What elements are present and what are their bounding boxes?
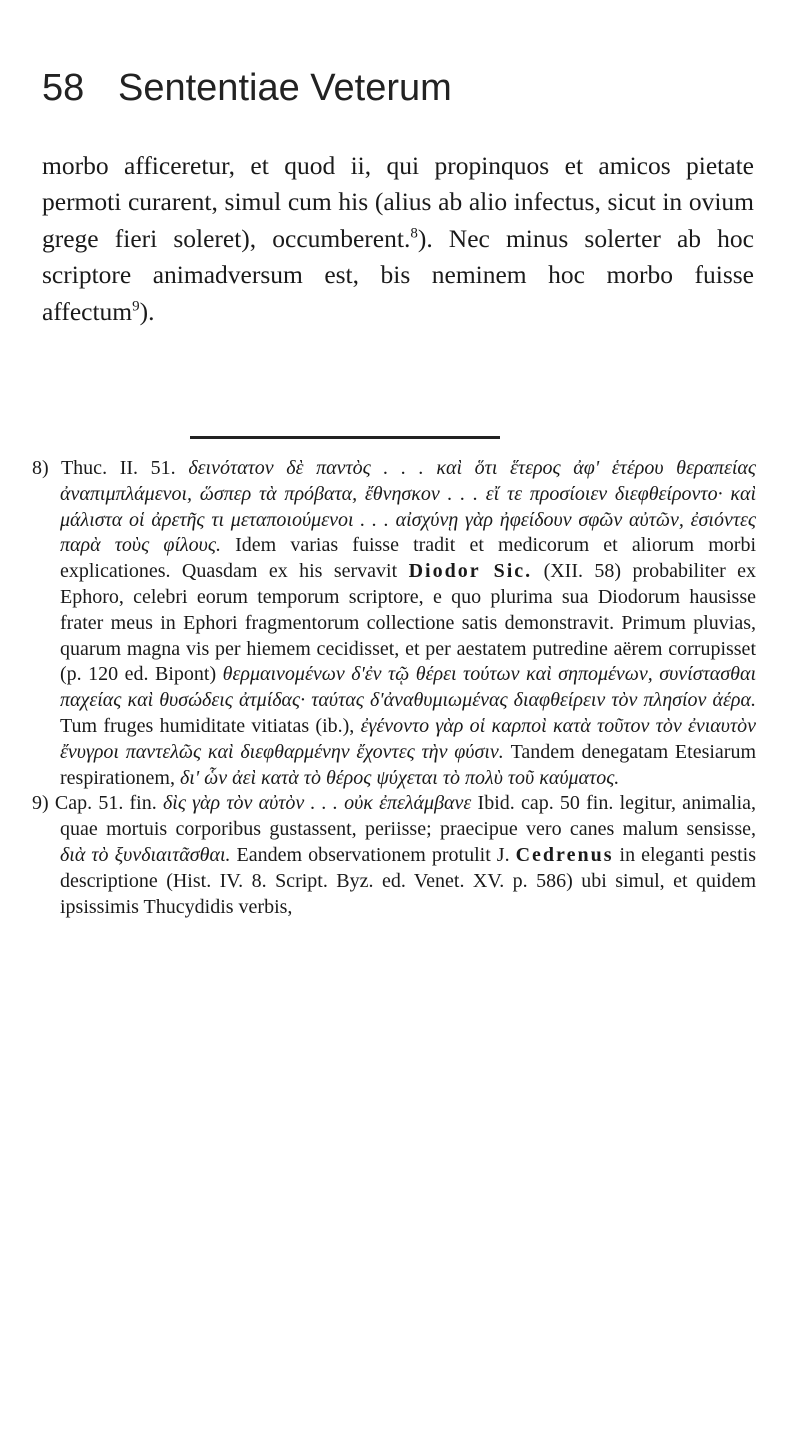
footnote-9-latin-1: Ibid. cap. 50 fin. legitur, animalia, quae mortuis corporibus gustassent, periisse; praecipue vero canes malum sensisse, [60, 792, 757, 841]
footnote-9-latin-2: Eandem observationem protulit J. [236, 843, 510, 866]
footnote-8-greek-3: ἐγένοντο γὰρ οἱ καρποὶ κατὰ τοῦτον τὸν ἐνιαυτὸν ἔνυγροι παντελῶς καὶ διεφθαρμένην ἔχοντες τὴν φύσιν. [60, 714, 756, 763]
footnote-9-greek-1: δὶς γὰρ τὸν αὐτὸν . . . οὐκ ἐπελάμβανε [162, 792, 472, 815]
footnote-8-latin-2: (XII. 58) probabiliter ex Ephoro, celebri eorum temporum scriptore, e quo plurima sua Diodorum hausisse frater meus in Ephori fragmentorum collectione satis demonstravit. Primum pluvias, quarum magna vis per hiemem cecidisset, et per aestatem putredine aërem corrupisset (p. 120 ed. Bipont) [60, 560, 757, 686]
footnote-8-latin-3: Tum fruges humiditate vitiatas (ib.), [60, 714, 355, 737]
main-text-part-2: ). Nec minus solerter ab hoc scriptore animadversum est, bis neminem hoc morbo fuisse affectum [42, 223, 754, 326]
footnote-8-latin-1: Idem varias fuisse tradit et medicorum et aliorum morbi explicationes. Quasdam ex his servavit [60, 534, 756, 583]
footnote-8-marker: 8) [32, 457, 49, 479]
footnote-9-greek-2: διὰ τὸ ξυνδιαιτᾶσθαι. [60, 843, 231, 866]
running-header [42, 58, 762, 118]
footnote-8-greek-4: δι' ὧν ἀεὶ κατὰ τὸ θέρος ψύχεται τὸ πολὺ τοῦ καύματος. [179, 766, 620, 789]
footnote-8 [32, 456, 756, 791]
footnote-ref-9[interactable]: 9 [132, 298, 140, 315]
main-text-part-1: morbo afficeretur, et quod ii, qui propinquos et amicos pietate permoti curarent, simul cum his (alius ab alio infectus, sicut in ovium grege fieri soleret), occumberent. [42, 151, 754, 253]
footnote-ref-8[interactable]: 8 [410, 225, 418, 242]
main-text [42, 148, 754, 330]
footnote-separator [190, 436, 500, 439]
footnote-9-latin-3: in eleganti pestis descriptione (Hist. IV. 8. Script. Byz. ed. Venet. XV. p. 586) ubi simul, et quidem ipsissimis Thucydidis verbis, [60, 843, 756, 918]
footnote-9-ref: Cap. 51. fin. [54, 792, 157, 815]
page-number: 58 [42, 67, 85, 109]
footnote-8-greek-2: θερμαινομένων δ'ἐν τῷ θέρει τούτων καὶ σηπομένων, συνίστασθαι παχείας καὶ θυσώδεις ἀτμίδας· ταύτας δ'ἀναθυμιωμένας διαφθείρειν τὸν πλησίον ἀέρα. [60, 663, 757, 712]
running-title: Sententiae Veterum [118, 67, 452, 109]
footnote-8-greek-1: δεινότατον δὲ παντὸς . . . καὶ ὅτι ἕτερος ἀφ' ἑτέρου θεραπείας ἀναπιμπλάμενοι, ὥσπερ τὰ πρόβατα, ἔθνησκον . . . εἴ τε προσίοιεν διεφθείροντο· καὶ μάλιστα οἱ ἀρετῆς τι μεταποιούμενοι . . . αἰσχύνῃ γὰρ ἠφείδουν σφῶν αὐτῶν, ἐσιόντες παρὰ τοὺς φίλους. [60, 457, 757, 557]
footnote-9 [32, 791, 756, 920]
footnote-8-latin-4: Tandem denegatam Etesiarum respirationem, [60, 740, 757, 789]
footnote-9-author: Cedrenus [515, 843, 614, 866]
main-paragraph [42, 148, 754, 330]
footnotes [32, 456, 756, 920]
footnote-8-ref: Thuc. II. 51. [60, 457, 176, 479]
main-text-part-3: ). [139, 296, 155, 326]
footnote-8-author: Diodor Sic. [408, 560, 533, 583]
footnote-9-marker: 9) [32, 792, 49, 815]
